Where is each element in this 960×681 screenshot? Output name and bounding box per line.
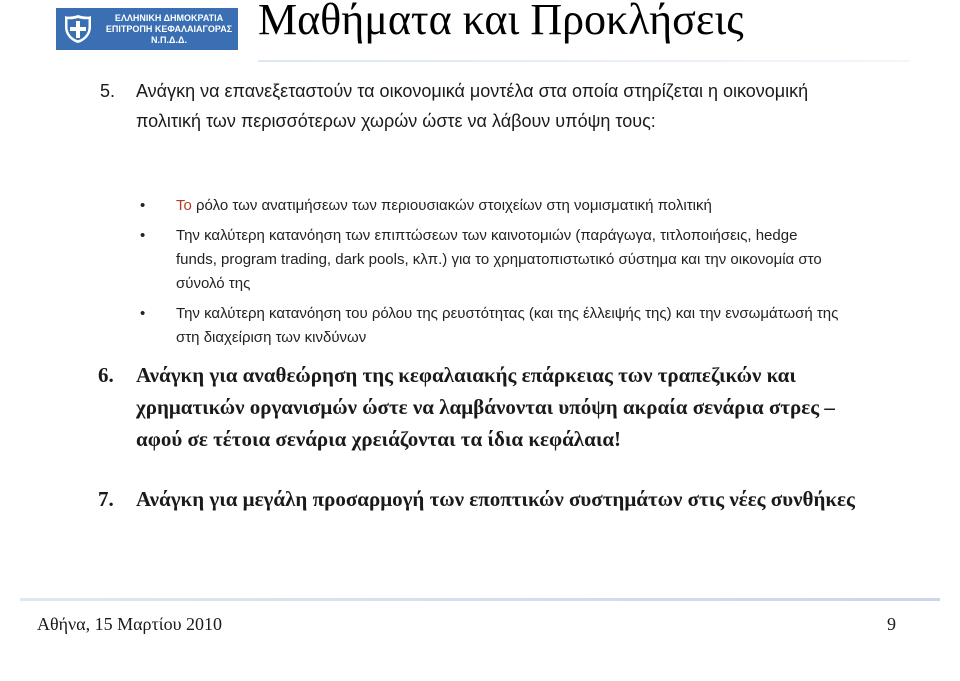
point-6 (98, 359, 858, 455)
bullet-1-text: ρόλο των ανατιμήσεων των περιουσιακών στοιχείων στη νομισματική πολιτική (191, 197, 712, 214)
logo-line-2: ΕΠΙΤΡΟΠΗ ΚΕΦΑΛΑΙΑΓΟΡΑΣ (105, 23, 233, 34)
bullet-item-3 (140, 302, 840, 350)
point-6-number: 6. (98, 363, 114, 387)
page-number: 9 (887, 614, 896, 634)
logo-line-1: ΕΛΛΗΝΙΚΗ ΔΗΜΟΚΡΑΤΙΑ (114, 12, 224, 23)
point-5-number: 5. (100, 81, 116, 101)
sub-bullet-list (140, 194, 840, 356)
point-5 (100, 76, 860, 136)
slide-title: Μαθήματα και Προκλήσεις (258, 0, 744, 44)
bullet-1-lead: Το (176, 197, 192, 214)
logo-text (100, 13, 238, 46)
title-divider (258, 60, 910, 62)
bullet-3-text: Την καλύτερη κατανόηση του ρόλου της ρευστότητας (και της έλλειψής της) και την ενσωμάτωσή της στη διαχείριση των κινδύνων (176, 305, 839, 346)
point-5-text: Ανάγκη να επανεξεταστούν τα οικονομικά μοντέλα στα οποία στηρίζεται η οικονομική πολιτική των περισσότερων χωρών ώστε να λάβουν υπόψη τους: (136, 81, 809, 131)
commission-logo (56, 8, 238, 50)
bullet-2-text: Την καλύτερη κατανόηση των επιπτώσεων των καινοτομιών (παράγωγα, τιτλοποιήσεις, hedge funds, program trading, dark pools, κλπ.) για το χρηματοπιστωτικό σύστημα και την οικονομία στο σύνολό της (176, 227, 822, 292)
bullet-dot: • (140, 305, 146, 322)
footer-date: Αθήνα, 15 Μαρτίου 2010 (37, 614, 223, 634)
point-7 (98, 483, 858, 515)
logo-line-3: Ν.Π.Δ.Δ. (151, 34, 187, 45)
footer-divider (20, 598, 940, 601)
point-6-text: Ανάγκη για αναθεώρηση της κεφαλαιακής επάρκειας των τραπεζικών και χρηματικών οργανισμών ώστε να λαμβάνονται υπόψη ακραία σενάρια στρες – αφού σε τέτοια σενάρια χρειάζονται τα ίδια κεφάλαια! (136, 363, 835, 451)
bullet-item-2 (140, 224, 840, 296)
greek-coat-of-arms-icon (62, 13, 94, 45)
point-7-text: Ανάγκη για μεγάλη προσαρμογή των εποπτικών συστημάτων στις νέες συνθήκες (136, 487, 855, 511)
point-7-number: 7. (98, 487, 114, 511)
bullet-item-1 (140, 194, 840, 218)
bullet-dot: • (140, 227, 146, 244)
bullet-dot: • (140, 197, 146, 214)
